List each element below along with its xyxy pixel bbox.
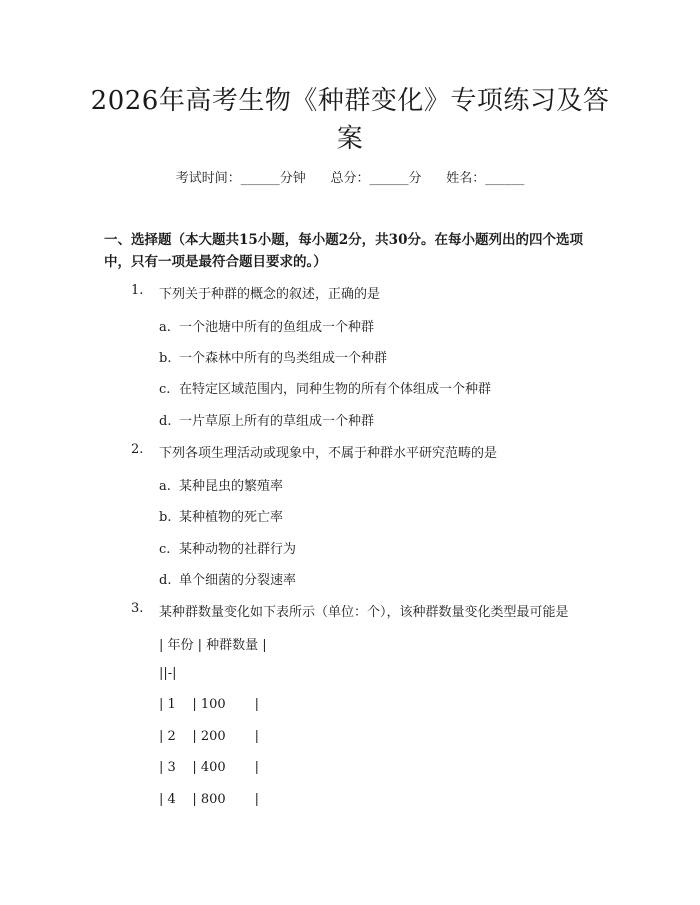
option-line — [159, 347, 387, 366]
option-label: b. — [159, 510, 172, 525]
table-line: | 1 | 100 | — [159, 697, 259, 712]
table-line: | 年份 | 种群数量 | — [159, 638, 267, 653]
exam-meta-line: 考试时间：______分钟 总分：______分 姓名：______ — [175, 171, 525, 186]
table-line: | 2 | 200 | — [159, 729, 259, 744]
option-line — [159, 316, 374, 335]
option-line — [159, 378, 491, 397]
question-number: 2. — [131, 442, 144, 457]
option-label: a. — [159, 320, 171, 335]
option-line — [159, 569, 296, 588]
option-line — [159, 475, 283, 494]
option-label: c. — [159, 382, 171, 397]
option-label: c. — [159, 542, 171, 557]
option-line — [159, 506, 283, 525]
option-text: 在特定区域范围内，同种生物的所有个体组成一个种群 — [179, 382, 492, 397]
table-line: ||-| — [159, 666, 177, 681]
page-title: 2026年高考生物《种群变化》专项练习及答案 — [90, 86, 610, 154]
option-label: a. — [159, 479, 171, 494]
option-text: 单个细菌的分裂速率 — [179, 573, 297, 588]
option-label: b. — [159, 351, 172, 366]
question-stem: 某种群数量变化如下表所示（单位：个），该种群数量变化类型最可能是 — [159, 605, 569, 620]
option-text: 一个森林中所有的鸟类组成一个种群 — [179, 351, 388, 366]
option-line — [159, 410, 374, 429]
option-line — [159, 538, 296, 557]
option-text: 某种昆虫的繁殖率 — [179, 479, 284, 494]
question-stem: 下列关于种群的概念的叙述，正确的是 — [159, 287, 381, 302]
table-line: | 4 | 800 | — [159, 792, 259, 807]
option-label: d. — [159, 573, 172, 588]
question-number: 1. — [131, 283, 144, 298]
option-label: d. — [159, 414, 172, 429]
question-number: 3. — [131, 601, 144, 616]
option-text: 一个池塘中所有的鱼组成一个种群 — [179, 320, 375, 335]
option-text: 某种植物的死亡率 — [179, 510, 284, 525]
option-text: 一片草原上所有的草组成一个种群 — [179, 414, 375, 429]
section-heading: 一、选择题（本大题共15小题，每小题2分，共30分。在每小题列出的四个选项中，只有一项是最符合题目要求的。） — [104, 232, 583, 270]
question-stem: 下列各项生理活动或现象中，不属于种群水平研究范畴的是 — [159, 446, 498, 461]
table-line: | 3 | 400 | — [159, 760, 259, 775]
option-text: 某种动物的社群行为 — [179, 542, 297, 557]
